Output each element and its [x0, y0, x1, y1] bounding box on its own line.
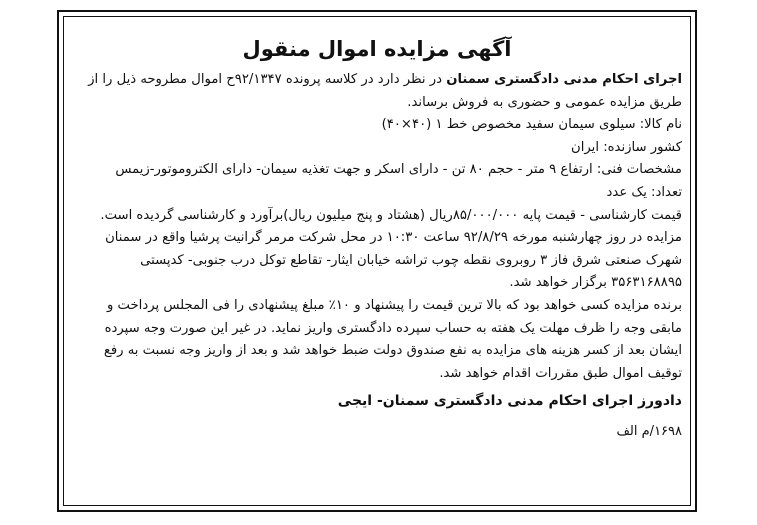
winner-terms-2: مابقی وجه را ظرف مهلت یک هفته به حساب سپرده دادگستری واریز نماید. در غیر این صورت وجه سپرده — [104, 320, 682, 336]
intro-line-2: طریق مزایده عمومی و حضوری به فروش برساند. — [407, 94, 682, 110]
notice-code: ۱۶۹۸/م الف — [616, 424, 682, 440]
notice-title: آگهی مزایده اموال منقول — [242, 37, 512, 61]
signature: دادورز اجرای احکام مدنی دادگستری سمنان- ایجی — [337, 393, 682, 410]
auction-details-3: ۳۵۶۳۱۶۸۸۹۵ برگزار خواهد شد. — [509, 275, 682, 291]
winner-terms-4: توقیف اموال طبق مقررات اقدام خواهد شد. — [439, 365, 682, 381]
technical-specs: مشخصات فنی: ارتفاع ۹ متر - حجم ۸۰ تن - دارای اسکر و جهت تغذیه سیمان- دارای الکتروموتور-زیمس — [115, 162, 682, 178]
intro-line — [72, 69, 682, 92]
auction-details-2: شهرک صنعتی شرق فاز ۳ روبروی نقطه چوب تراشه خیابان ایثار- تقاطع توکل درب جنوبی- کدپستی — [140, 252, 682, 268]
manufacturer-country: کشور سازنده: ایران — [571, 139, 682, 155]
intro-authority: اجرای احکام مدنی دادگستری سمنان — [446, 72, 682, 87]
appraised-price: قیمت کارشناسی - قیمت پایه ۸۵/۰۰۰/۰۰۰ریال (هشتاد و پنج میلیون ریال)برآورد و کارشناسی گردیده است. — [100, 207, 682, 223]
item-name: نام کالا: سیلوی سیمان سفید مخصوص خط ۱ (۴۰×۴۰) — [381, 117, 682, 133]
winner-terms-3: ایشان بعد از کسر هزینه های مزایده به نفع صندوق دولت ضبط خواهد شد و بعد از واریز وجه نسبت به رفع — [103, 343, 682, 359]
item-quantity: تعداد: یک عدد — [606, 184, 682, 200]
winner-terms-1: برنده مزایده کسی خواهد بود که بالا ترین قیمت را پیشنهاد و ۱۰٪ مبلغ پیشنهادی را فی المجلس پرداخت و — [107, 297, 682, 313]
notice-content — [72, 35, 682, 445]
notice-outer-border — [57, 10, 697, 512]
auction-details-1: مزایده در روز چهارشنبه مورخه ۹۲/۸/۲۹ ساعت ۱۰:۳۰ در محل شرکت مرمر گرانیت پرشیا واقع در سمنان — [105, 230, 682, 246]
intro-text: در نظر دارد در کلاسه پرونده ۹۲/۱۳۴۷ح اموال مطروحه ذیل را از — [88, 72, 442, 87]
notice-inner-border — [63, 16, 691, 506]
